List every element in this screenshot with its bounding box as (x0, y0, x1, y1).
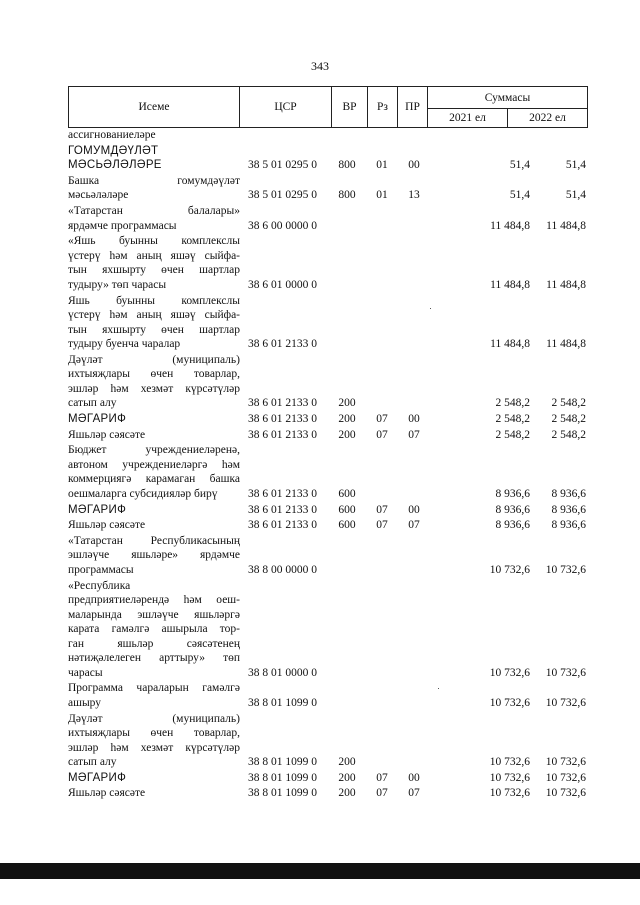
table-header (68, 86, 588, 128)
table-row (68, 204, 588, 233)
row-csr: 38 6 00 0000 0 (248, 219, 317, 232)
row-sum-2022: 11 484,8 (546, 338, 586, 350)
row-sum-2021: 8 936,6 (495, 519, 530, 532)
row-csr: 38 8 01 1099 0 (248, 756, 317, 768)
row-csr: 38 6 01 2133 0 (248, 428, 317, 441)
row-name-line: предприятиеләрендә һәм оеш- (68, 594, 240, 607)
row-sum-2021: 10 732,6 (489, 563, 530, 576)
row-sum-2021: 2 548,2 (495, 412, 530, 425)
scan-speck (430, 308, 431, 309)
row-sum-2022: 2 548,2 (551, 428, 586, 441)
row-csr: 38 8 00 0000 0 (248, 563, 317, 576)
row-name (68, 786, 240, 801)
row-sum-2021: 10 732,6 (489, 787, 530, 800)
row-rz: 07 (376, 428, 388, 441)
row-sum-2021: 2 548,2 (495, 428, 530, 441)
row-name-line: Яшьләр сәясәте (68, 428, 146, 441)
row-sum-2021: 51,4 (509, 159, 530, 172)
row-name (68, 144, 240, 173)
row-name-line: коммерциягә карамаган башка (68, 473, 240, 486)
row-name (68, 518, 240, 533)
row-csr: 38 8 01 1099 0 (248, 771, 317, 784)
table-row (68, 786, 588, 801)
row-name-line: тын яхшырту өчен шартлар (68, 323, 240, 336)
row-csr: 38 6 01 0000 0 (248, 278, 317, 291)
row-pr: 07 (408, 787, 420, 800)
row-sum-2021: 8 936,6 (495, 487, 530, 500)
row-pr: 00 (408, 159, 420, 172)
row-name-line: ихтыяҗлары өчен товарлар, (68, 727, 240, 739)
row-sum-2022: 10 732,6 (545, 771, 586, 784)
row-rz: 07 (376, 519, 388, 532)
row-name-line: Дәүләт (муниципаль) (68, 712, 240, 725)
row-name-line: ярдәмче программасы (68, 219, 177, 232)
row-csr: 38 6 01 2133 0 (248, 487, 317, 500)
row-sum-2021: 2 548,2 (495, 397, 530, 410)
row-name-line: Бюджет учреждениеләренә, (68, 444, 240, 457)
row-sum-2022: 8 936,6 (551, 519, 586, 532)
row-name (68, 503, 240, 518)
row-name-line: оешмаларга субсидияләр бирү (68, 487, 218, 500)
row-sum-2021: 11 484,8 (490, 338, 530, 350)
row-name-line: Яшь буынны комплекслы (68, 294, 240, 307)
row-pr: 00 (408, 503, 420, 516)
header-sums: Суммасы (484, 91, 531, 104)
row-rz: 01 (376, 189, 388, 202)
header-year-2021: 2021 ел (449, 112, 486, 124)
row-sum-2022: 11 484,8 (546, 278, 586, 291)
row-csr: 38 6 01 2133 0 (248, 519, 317, 532)
row-name (68, 681, 240, 710)
row-name (68, 294, 240, 352)
row-csr: 38 5 01 0295 0 (248, 159, 317, 172)
row-sum-2021: 11 484,8 (490, 278, 530, 291)
row-vr: 200 (338, 787, 356, 800)
row-rz: 07 (376, 787, 388, 800)
row-pr: 00 (408, 412, 420, 425)
row-sum-2022: 10 732,6 (545, 756, 586, 768)
row-sum-2022: 10 732,6 (545, 787, 586, 800)
row-sum-2022: 51,4 (565, 159, 586, 172)
row-rz: 01 (376, 159, 388, 172)
row-csr: 38 6 01 2133 0 (248, 397, 317, 410)
row-name-line: автоном учреждениеләргә һәм (68, 458, 240, 471)
table-row (68, 518, 588, 533)
row-sum-2022: 10 732,6 (545, 563, 586, 576)
row-name-line: «Яшь буынны комплекслы (68, 235, 240, 248)
row-csr: 38 8 01 1099 0 (248, 696, 317, 709)
row-name-line: ган яшьләр сәясәтенең (68, 637, 240, 650)
row-name (68, 204, 240, 233)
row-name-line: чарасы (68, 666, 103, 679)
row-sum-2022: 2 548,2 (551, 412, 586, 425)
row-name-line: ГОМУМДӘҮЛӘТ (68, 144, 159, 157)
row-name-line: «Республика (68, 579, 131, 592)
row-name-line: программасы (68, 563, 134, 576)
table-row (68, 174, 588, 203)
row-rz: 07 (376, 412, 388, 425)
row-name (68, 771, 240, 786)
table-row (68, 294, 588, 352)
header-name: Исеме (138, 101, 170, 113)
row-name-line: нәтиҗәлелеген арттыру» төп (68, 652, 240, 665)
row-name-line: сатып алу (68, 756, 117, 768)
row-sum-2021: 10 732,6 (489, 696, 530, 709)
row-vr: 200 (338, 428, 356, 441)
scan-speck (438, 688, 439, 689)
row-name-line: МӘГАРИФ (68, 503, 127, 516)
scan-edge-bar (0, 863, 640, 879)
row-name-line: ашыру (68, 696, 102, 709)
row-name-line: МӘГАРИФ (68, 771, 127, 784)
row-vr: 200 (338, 397, 356, 410)
row-name-line: эшләүче яшьләре» ярдәмче (68, 549, 240, 562)
row-name-line: Башка гомумдәүләт (68, 174, 240, 187)
row-csr: 38 8 01 0000 0 (248, 666, 317, 679)
row-sum-2022: 8 936,6 (551, 487, 586, 500)
row-name-line: тудыру» төп чарасы (68, 278, 167, 291)
row-name-line: Программа чараларын гамәлгә (68, 682, 240, 695)
row-name (68, 353, 240, 411)
row-name-line: Яшьләр сәясәте (68, 519, 146, 532)
row-name-line: МӘГАРИФ (68, 412, 127, 425)
row-sum-2021: 11 484,8 (490, 219, 530, 232)
row-name (68, 428, 240, 443)
row-name (68, 128, 240, 143)
table-row (68, 443, 588, 501)
header-csr: ЦСР (274, 101, 297, 113)
row-pr: 00 (408, 771, 420, 784)
row-sum-2021: 8 936,6 (495, 503, 530, 516)
table-row (68, 503, 588, 518)
table-row (68, 144, 588, 173)
row-name (68, 234, 240, 292)
row-name-line: эшләр һәм хезмәт күрсәтүләр (68, 382, 240, 395)
row-name (68, 712, 240, 770)
row-name (68, 174, 240, 203)
row-name-line: ассигнованиеләре (68, 129, 156, 141)
table-row (68, 534, 588, 578)
row-vr: 200 (338, 771, 356, 784)
row-csr: 38 5 01 0295 0 (248, 189, 317, 202)
row-name (68, 579, 240, 681)
row-name-line: мәсьәләләре (68, 189, 129, 202)
row-name-line: тудыру буенча чаралар (68, 338, 181, 350)
row-sum-2021: 51,4 (509, 189, 530, 202)
row-name-line: Дәүләт (муниципаль) (68, 353, 240, 366)
row-vr: 600 (338, 503, 356, 516)
row-name-line: тын яхшырту өчен шартлар (68, 264, 240, 277)
table-row (68, 579, 588, 681)
row-vr: 600 (338, 487, 356, 500)
row-name (68, 443, 240, 501)
row-name-line: үстерү һәм аның яшәү сыйфа- (68, 249, 240, 262)
row-sum-2022: 51,4 (565, 189, 586, 202)
table-row (68, 681, 588, 710)
header-pr: ПР (405, 101, 420, 113)
row-sum-2022: 8 936,6 (551, 503, 586, 516)
row-name (68, 534, 240, 578)
page-number: 343 (311, 59, 329, 73)
table-row (68, 128, 588, 143)
table-row (68, 771, 588, 786)
row-pr: 13 (408, 189, 420, 202)
row-vr: 800 (338, 189, 356, 202)
row-sum-2022: 10 732,6 (545, 696, 586, 709)
row-name-line: карата гамәлгә ашырыла тор- (68, 623, 240, 636)
row-name-line: «Татарстан Республикасының (68, 534, 240, 547)
table-row (68, 412, 588, 427)
row-pr: 07 (408, 428, 420, 441)
row-sum-2021: 10 732,6 (489, 666, 530, 679)
row-pr: 07 (408, 519, 420, 532)
row-csr: 38 6 01 2133 0 (248, 503, 317, 516)
row-sum-2021: 10 732,6 (489, 756, 530, 768)
table-row (68, 353, 588, 411)
row-name-line: Яшьләр сәясәте (68, 787, 146, 800)
row-name-line: үстерү һәм аның яшәү сыйфа- (68, 309, 240, 321)
row-csr: 38 8 01 1099 0 (248, 787, 317, 800)
row-sum-2022: 11 484,8 (546, 219, 586, 232)
row-name-line: ихтыяҗлары өчен товарлар, (68, 368, 240, 381)
row-sum-2021: 10 732,6 (489, 771, 530, 784)
row-sum-2022: 10 732,6 (545, 666, 586, 679)
header-year-2022: 2022 ел (529, 112, 566, 124)
row-csr: 38 6 01 2133 0 (248, 412, 317, 425)
header-vr: ВР (342, 101, 357, 113)
row-name-line: «Татарстан балалары» (68, 205, 240, 218)
row-vr: 200 (338, 412, 356, 425)
row-vr: 600 (338, 519, 356, 532)
row-vr: 800 (338, 159, 356, 172)
row-rz: 07 (376, 503, 388, 516)
row-name-line: эшләр һәм хезмәт күрсәтүләр (68, 741, 240, 754)
table-row (68, 428, 588, 443)
row-vr: 200 (338, 756, 356, 768)
row-name-line: сатып алу (68, 397, 117, 410)
row-name-line: маларында эшләүче яшьләргә (68, 608, 240, 621)
header-rz: Рз (377, 101, 388, 113)
table-row (68, 234, 588, 292)
row-sum-2022: 2 548,2 (551, 397, 586, 410)
row-rz: 07 (376, 771, 388, 784)
table-row (68, 712, 588, 770)
row-csr: 38 6 01 2133 0 (248, 338, 317, 350)
row-name (68, 412, 240, 427)
row-name-line: МӘСЬӘЛӘЛӘРЕ (68, 159, 162, 172)
